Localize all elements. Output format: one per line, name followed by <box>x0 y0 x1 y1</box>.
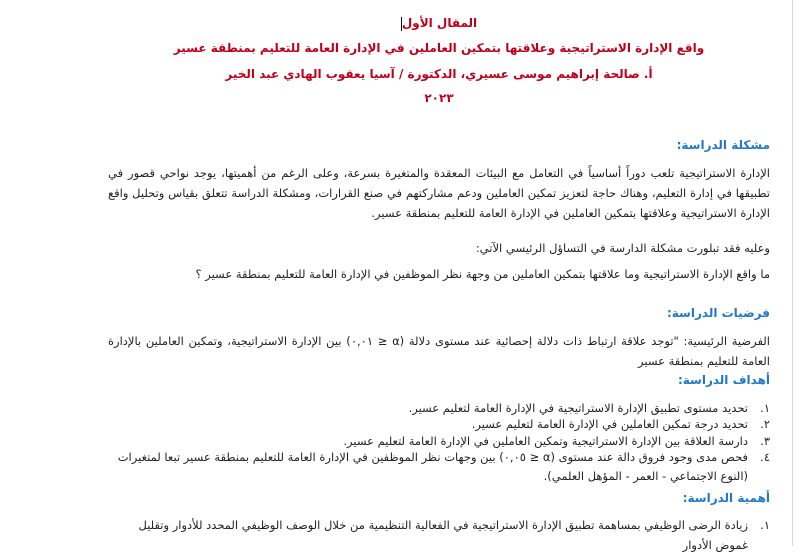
importance-heading: أهمية الدراسة: <box>682 491 770 505</box>
list-item: ٢. تحديد درجة تمكين العاملين في الإدارة العامة لتعليم عسير. <box>471 417 770 431</box>
article-authors: أ. صالحة إبراهيم موسى عسيري، الدكتورة / آسيا يعقوب الهادي عبد الخير <box>225 67 653 81</box>
list-item: ٤. فحص مدى وجود فروق دالة عند مستوى (α ≤ ٠,٠٥) بين وجهات نظر الموظفين في الإدارة العامة للتعليم بمنطقة عسير تبعا لمتغيرات (النوع الاجتماعي - العمر - المؤهل العلمي). <box>117 450 770 483</box>
problem-heading: مشكلة الدراسة: <box>676 138 770 152</box>
article-title: واقع الإدارة الاستراتيجية وعلاقتها بتمكين العاملين في الإدارة العامة للتعليم بمنطقة عسير <box>173 41 705 55</box>
problem-question-intro: وعليه فقد تبلورت مشكلة الدارسة في التساؤل الرئيسي الآتي: <box>475 241 770 255</box>
list-item: ٣. دارسة العلاقة بين الإدارة الاستراتيجية وتمكين العاملين في الإدارة العامة لتعليم عسير. <box>343 434 770 448</box>
list-item: ١. تحديد مستوى تطبيق الإدارة الاستراتيجية في الإدارة العامة لتعليم عسير. <box>408 401 770 415</box>
page-edge <box>792 0 793 546</box>
article-year: ٢٠٢٣ <box>424 91 454 105</box>
hypotheses-heading: فرضيات الدراسة: <box>666 306 770 320</box>
problem-question: ما واقع الإدارة الاستراتيجية وما علاقتها بتمكين العاملين من وجهة نظر الموظفين في الإدارة العامة للتعليم بمنطقة عسير ؟ <box>195 267 770 281</box>
objectives-heading: أهداف الدراسة: <box>677 373 770 387</box>
article-label: المقال الأول <box>401 16 478 30</box>
list-item: ١. زيادة الرضى الوظيفي بمساهمة تطبيق الإدارة الاستراتيجية في الفعالية التنظيمية من خلال الوصف الوظيفي المحدد للأدوار وتقليل غموض الأدوار <box>138 518 770 552</box>
problem-paragraph: الإدارة الاستراتيجية تلعب دوراً أساسياً في التعامل مع البيئات المعقدة والمتغيرة بسرعة، وعلى الرغم من أهميتها، يوجد نواحي قصور في تطبيقها في إدارة التعليم، وهناك حاجة لتعزيز تمكين العاملين ودعم مشاركتهم في صنع القرارات، ومشكلة الدراسة تتعلق بقياس وتحليل واقع الإدارة الاستراتيجية وعلاقتها بتمكين العاملين في الإدارة العامة للتعليم بمنطقة عسير. <box>108 166 770 220</box>
hypothesis-text: الفرضية الرئيسية: "توجد علاقة ارتباط ذات دلالة إحصائية عند مستوى دلالة (α ≤ ٠,٠١) بين الإدارة الاستراتيجية، وتمكين العاملين بالإدارة العامة للتعليم بمنطقة عسير <box>108 334 770 368</box>
